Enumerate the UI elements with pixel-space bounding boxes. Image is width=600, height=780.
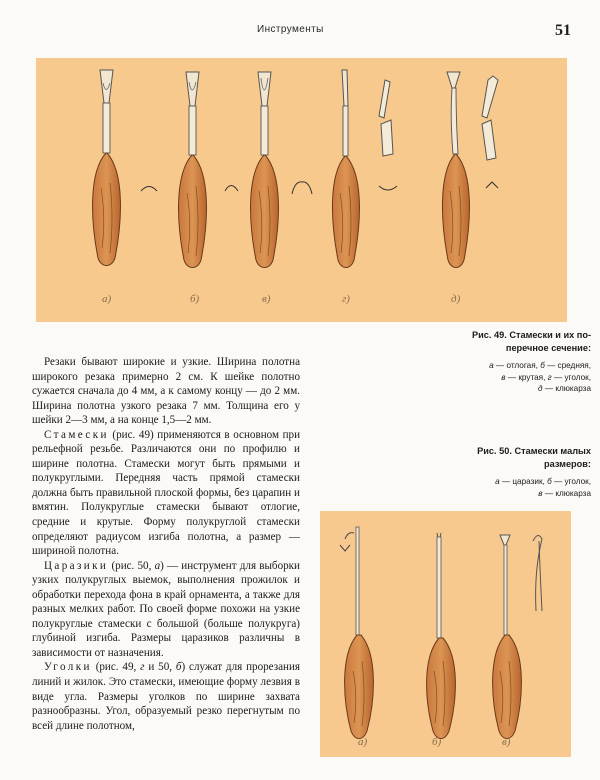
figure-ref-letter: б [175,661,182,674]
paragraph-text: ) — инструмент для выборки узких полукруглых выемок, выполнения прожилок и обработки перехода фона в край орнамента, а также для разных мелких работ. По своей форме похожи на узкие полукруглые стамески с большой (больше полукруга) глубиной изгиба. Размеры царазиков различны в зависимости от назначения. [32,559,300,659]
legend-text: — крутая, [505,372,548,382]
figure-49-label-b: б) [190,293,200,305]
figure-50-label-a: а) [358,736,368,748]
term-ugolki: Уголки [44,661,92,674]
figure-50-caption-title: Рис. 50. Стамески малых [477,446,591,456]
legend-text: — клюкарза [542,488,591,498]
legend-letter: б [540,361,545,370]
figure-ref: (рис. 50, [108,559,155,572]
legend-text: — царазик, [499,477,548,486]
paragraph-ugolki [32,660,300,733]
figure-ref: и 50, [144,661,176,674]
legend-letter: а [489,361,494,370]
figure-49-label-c: в) [262,293,271,305]
figure-50-legend-line [423,488,591,500]
page-number: 51 [555,22,571,39]
section-a-icon [141,187,157,192]
figure-50-label-c: в) [502,736,511,748]
legend-text: — средняя, [544,361,591,370]
chisel-a-drawing [93,70,121,266]
figure-49-caption-title: Рис. 49. Стамески и их по- [472,330,591,340]
figure-50-illustration [320,511,571,757]
legend-letter: в [538,488,543,498]
figure-50-caption [423,445,591,499]
paragraph-text: ) служат для прорезания линий и жилок. Это стамески, имеющие форму лезвия в виде угла. Размеры уголков по ширине захвата разнообразны. Угол, образуемый резко перегнутым по всей длине полотном, [32,661,300,732]
figure-ref-letter: г [140,661,145,674]
running-header: Инструменты [257,24,324,35]
figure-49-label-d: г) [342,293,350,305]
term-stameski: Стамески [44,428,109,441]
legend-letter: г [547,372,552,382]
legend-letter: д [538,384,543,393]
figure-49-illustration [36,58,567,322]
figure-49-label-e: д) [451,293,461,305]
chisel-d-drawing [332,70,397,268]
figure-49-legend-line [423,360,591,372]
legend-text: — уголок, [551,372,591,382]
figure-ref: (рис. 49, [91,661,141,674]
figure-49-legend-line [423,372,591,384]
paragraph-text: (рис. 49) применяются в основном при рельефной резьбе. Различаются они по профилю и ширине полотна. Стамески могут быть прямыми и полукруглыми. Передняя часть прямой стамески должна быть правильной плоской формы, без царапин и вмятин. Полукруглые стамески бывают отлогие, средние и крутые. Форму полукруглой стамески определяют радиусом изгиба полотна, а размер — шириной полотна. [32,428,300,558]
figure-49-caption-title-cont: перечное сечение: [505,343,591,353]
tarazik-drawing [340,527,373,739]
paragraph-tsaraziki [32,559,300,661]
figure-49-caption [423,329,591,395]
legend-letter: б [547,477,552,486]
chisel-c-drawing [251,72,279,268]
legend-text: — уголок, [551,477,591,486]
figure-ref-letter: а [154,559,161,572]
chisel-e-drawing [442,72,498,268]
legend-text: — отлогая, [493,361,541,370]
legend-letter: а [495,477,500,486]
chisel-b-drawing [179,72,207,268]
section-c-icon [292,182,312,194]
figure-50-legend-line [423,476,591,488]
term-tsaraziki: Царазики [44,559,109,572]
legend-text: — клюкарза [542,384,591,393]
legend-letter: в [501,372,506,382]
figure-50-label-b: б) [432,736,442,748]
small-corner-chisel-drawing [427,533,456,739]
small-bent-chisel-drawing [493,535,542,739]
figure-49-legend-line [423,383,591,395]
body-text-column [32,355,300,733]
figure-50-panel [320,511,571,757]
paragraph-stameski [32,428,300,559]
section-b-icon [225,186,238,192]
figure-49-panel [36,58,567,322]
figure-49-label-a: а) [102,293,112,305]
figure-50-caption-title-cont: размеров: [543,459,591,469]
paragraph-rezaki: Резаки бывают широкие и узкие. Ширина полотна широкого резака примерно 2 см. К шейке полотно сужается сначала до 4 мм, а к самому концу — до 2 мм. Ширина полотна узкого резака 7 мм. Толщина его у шейки 2—3 мм, а на конце 1,5—2 мм. [32,356,300,427]
